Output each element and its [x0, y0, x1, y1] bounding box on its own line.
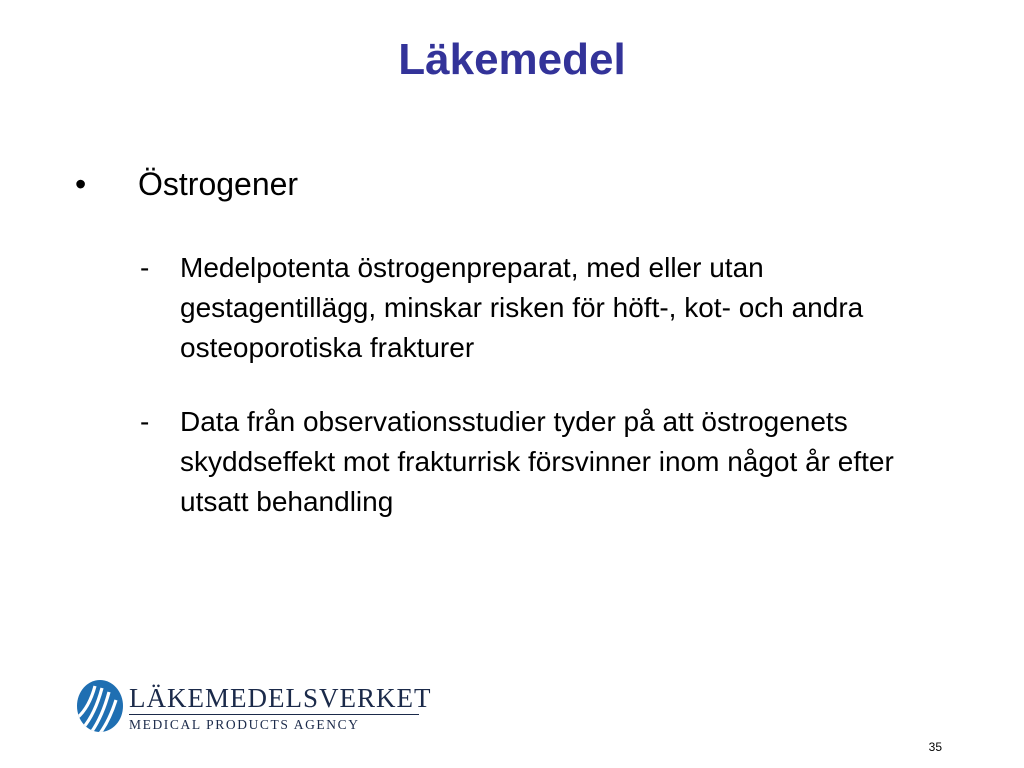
logo-name: LÄKEMEDELSVERKET [129, 683, 432, 713]
sub-bullet-text: Data från observationsstudier tyder på att östrogenets skyddseffekt mot frakturrisk försvinner inom något år efter utsatt behandling [180, 406, 894, 517]
sub-bullet-list [140, 248, 960, 556]
sub-bullet-marker: - [140, 406, 150, 437]
sub-bullet-marker: - [140, 252, 150, 283]
slide-title: Läkemedel [398, 35, 626, 84]
agency-logo [75, 678, 435, 736]
sub-bullet-item [140, 402, 960, 522]
logo-tagline: MEDICAL PRODUCTS AGENCY [129, 717, 360, 732]
lakemedelsverket-emblem-icon [75, 678, 125, 734]
bullet-marker: • [75, 166, 87, 202]
sub-bullet-text: Medelpotenta östrogenpreparat, med eller utan gestagentillägg, minskar risken för höft-, kot- och andra osteoporotiska frakturer [180, 252, 864, 363]
logo-divider [129, 714, 419, 715]
sub-bullet-item [140, 248, 960, 368]
bullet-text: Östrogener [138, 166, 299, 202]
page-number: 35 [928, 740, 942, 754]
